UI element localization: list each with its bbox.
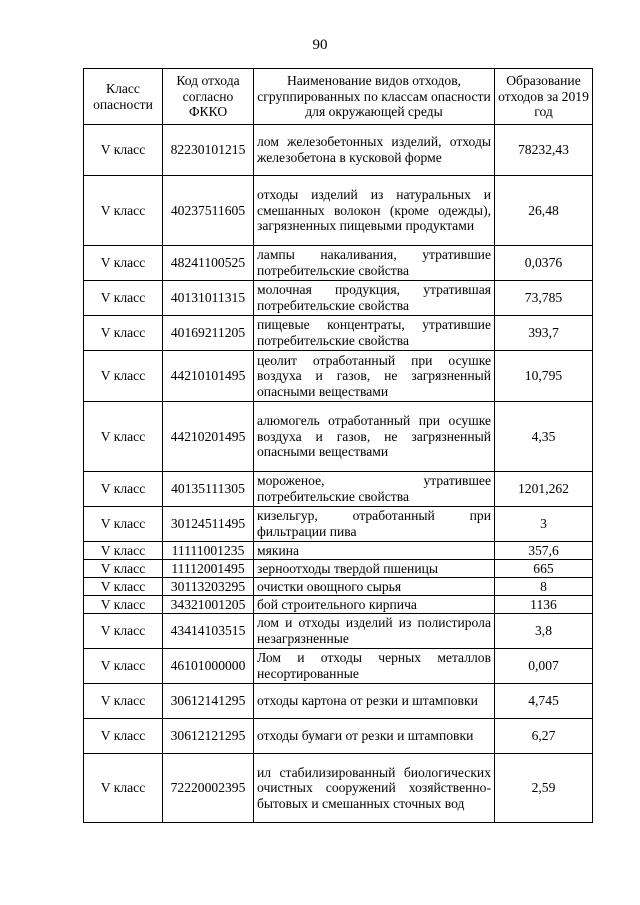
header-fkko-code: Код отхода согласно ФККО — [163, 69, 254, 125]
cell-waste-amount: 4,745 — [495, 684, 593, 719]
page-number: 90 — [312, 37, 328, 53]
cell-fkko-code: 82230101215 — [163, 125, 254, 176]
table-row — [84, 281, 593, 316]
cell-waste-amount: 6,27 — [495, 719, 593, 754]
cell-waste-name: лом железобетонных изделий, отходы железобетона в кусковой форме — [254, 125, 495, 176]
cell-waste-amount: 78232,43 — [495, 125, 593, 176]
waste-table — [83, 68, 593, 823]
cell-fkko-code: 43414103515 — [163, 614, 254, 649]
cell-waste-name: отходы картона от резки и штамповки — [254, 684, 495, 719]
cell-waste-name: мякина — [254, 542, 495, 560]
cell-fkko-code: 48241100525 — [163, 246, 254, 281]
cell-fkko-code: 44210201495 — [163, 402, 254, 472]
cell-waste-name: молочная продукция, утратившая потребительские свойства — [254, 281, 495, 316]
cell-waste-amount: 10,795 — [495, 351, 593, 402]
cell-waste-amount: 0,0376 — [495, 246, 593, 281]
cell-waste-name: ил стабилизированный биологических очистных сооружений хозяйственно-бытовых и смешанных сточных вод — [254, 754, 495, 823]
table-row — [84, 402, 593, 472]
table-header-row — [84, 69, 593, 125]
cell-waste-name: алюмогель отработанный при осушке воздуха и газов, не загрязненный опасными веществами — [254, 402, 495, 472]
cell-fkko-code: 30113203295 — [163, 578, 254, 596]
table-row — [84, 316, 593, 351]
cell-waste-amount: 26,48 — [495, 176, 593, 246]
cell-waste-name: мороженое, утратившее потребительские свойства — [254, 472, 495, 507]
cell-hazard-class: V класс — [84, 281, 163, 316]
table-row — [84, 125, 593, 176]
cell-hazard-class: V класс — [84, 596, 163, 614]
cell-hazard-class: V класс — [84, 507, 163, 542]
cell-waste-amount: 3 — [495, 507, 593, 542]
cell-hazard-class: V класс — [84, 719, 163, 754]
cell-hazard-class: V класс — [84, 176, 163, 246]
table-row — [84, 719, 593, 754]
cell-hazard-class: V класс — [84, 754, 163, 823]
cell-waste-amount: 8 — [495, 578, 593, 596]
cell-waste-amount: 357,6 — [495, 542, 593, 560]
cell-waste-name: лом и отходы изделий из полистирола незагрязненные — [254, 614, 495, 649]
cell-fkko-code: 30612141295 — [163, 684, 254, 719]
cell-fkko-code: 40237511605 — [163, 176, 254, 246]
cell-waste-name: отходы бумаги от резки и штамповки — [254, 719, 495, 754]
cell-fkko-code: 34321001205 — [163, 596, 254, 614]
header-waste-amount: Образование отходов за 2019 год — [495, 69, 593, 125]
cell-fkko-code: 30612121295 — [163, 719, 254, 754]
cell-fkko-code: 72220002395 — [163, 754, 254, 823]
cell-waste-amount: 3,8 — [495, 614, 593, 649]
cell-hazard-class: V класс — [84, 578, 163, 596]
cell-hazard-class: V класс — [84, 316, 163, 351]
table-row — [84, 684, 593, 719]
table-row — [84, 176, 593, 246]
table-row — [84, 649, 593, 684]
table-row — [84, 596, 593, 614]
table-row — [84, 542, 593, 560]
table-row — [84, 472, 593, 507]
cell-waste-name: цеолит отработанный при осушке воздуха и газов, не загрязненный опасными веществами — [254, 351, 495, 402]
cell-hazard-class: V класс — [84, 472, 163, 507]
cell-hazard-class: V класс — [84, 649, 163, 684]
table-row — [84, 578, 593, 596]
cell-fkko-code: 40131011315 — [163, 281, 254, 316]
cell-waste-name: зерноотходы твердой пшеницы — [254, 560, 495, 578]
cell-waste-name: бой строительного кирпича — [254, 596, 495, 614]
cell-fkko-code: 11111001235 — [163, 542, 254, 560]
header-hazard-class: Класс опасности — [84, 69, 163, 125]
cell-waste-amount: 73,785 — [495, 281, 593, 316]
cell-waste-amount: 393,7 — [495, 316, 593, 351]
cell-fkko-code: 30124511495 — [163, 507, 254, 542]
cell-hazard-class: V класс — [84, 402, 163, 472]
cell-fkko-code: 46101000000 — [163, 649, 254, 684]
cell-hazard-class: V класс — [84, 542, 163, 560]
cell-waste-name: кизельгур, отработанный при фильтрации пива — [254, 507, 495, 542]
table-body — [84, 125, 593, 823]
cell-fkko-code: 11112001495 — [163, 560, 254, 578]
cell-waste-amount: 1201,262 — [495, 472, 593, 507]
table-row — [84, 246, 593, 281]
cell-waste-amount: 1136 — [495, 596, 593, 614]
table-row — [84, 507, 593, 542]
cell-waste-name: лампы накаливания, утратившие потребительские свойства — [254, 246, 495, 281]
cell-waste-amount: 665 — [495, 560, 593, 578]
cell-hazard-class: V класс — [84, 614, 163, 649]
cell-fkko-code: 40135111305 — [163, 472, 254, 507]
table-row — [84, 351, 593, 402]
cell-waste-name: отходы изделий из натуральных и смешанных волокон (кроме одежды), загрязненных пищевыми продуктами — [254, 176, 495, 246]
cell-waste-name: пищевые концентраты, утратившие потребительские свойства — [254, 316, 495, 351]
cell-hazard-class: V класс — [84, 351, 163, 402]
table-row — [84, 614, 593, 649]
cell-fkko-code: 44210101495 — [163, 351, 254, 402]
cell-hazard-class: V класс — [84, 684, 163, 719]
cell-waste-amount: 4,35 — [495, 402, 593, 472]
cell-waste-amount: 2,59 — [495, 754, 593, 823]
cell-hazard-class: V класс — [84, 246, 163, 281]
cell-waste-name: очистки овощного сырья — [254, 578, 495, 596]
cell-hazard-class: V класс — [84, 560, 163, 578]
table-row — [84, 754, 593, 823]
cell-fkko-code: 40169211205 — [163, 316, 254, 351]
header-waste-name: Наименование видов отходов, сгруппированных по классам опасности для окружающей среды — [254, 69, 495, 125]
table-row — [84, 560, 593, 578]
cell-waste-amount: 0,007 — [495, 649, 593, 684]
cell-waste-name: Лом и отходы черных металлов несортированные — [254, 649, 495, 684]
cell-hazard-class: V класс — [84, 125, 163, 176]
